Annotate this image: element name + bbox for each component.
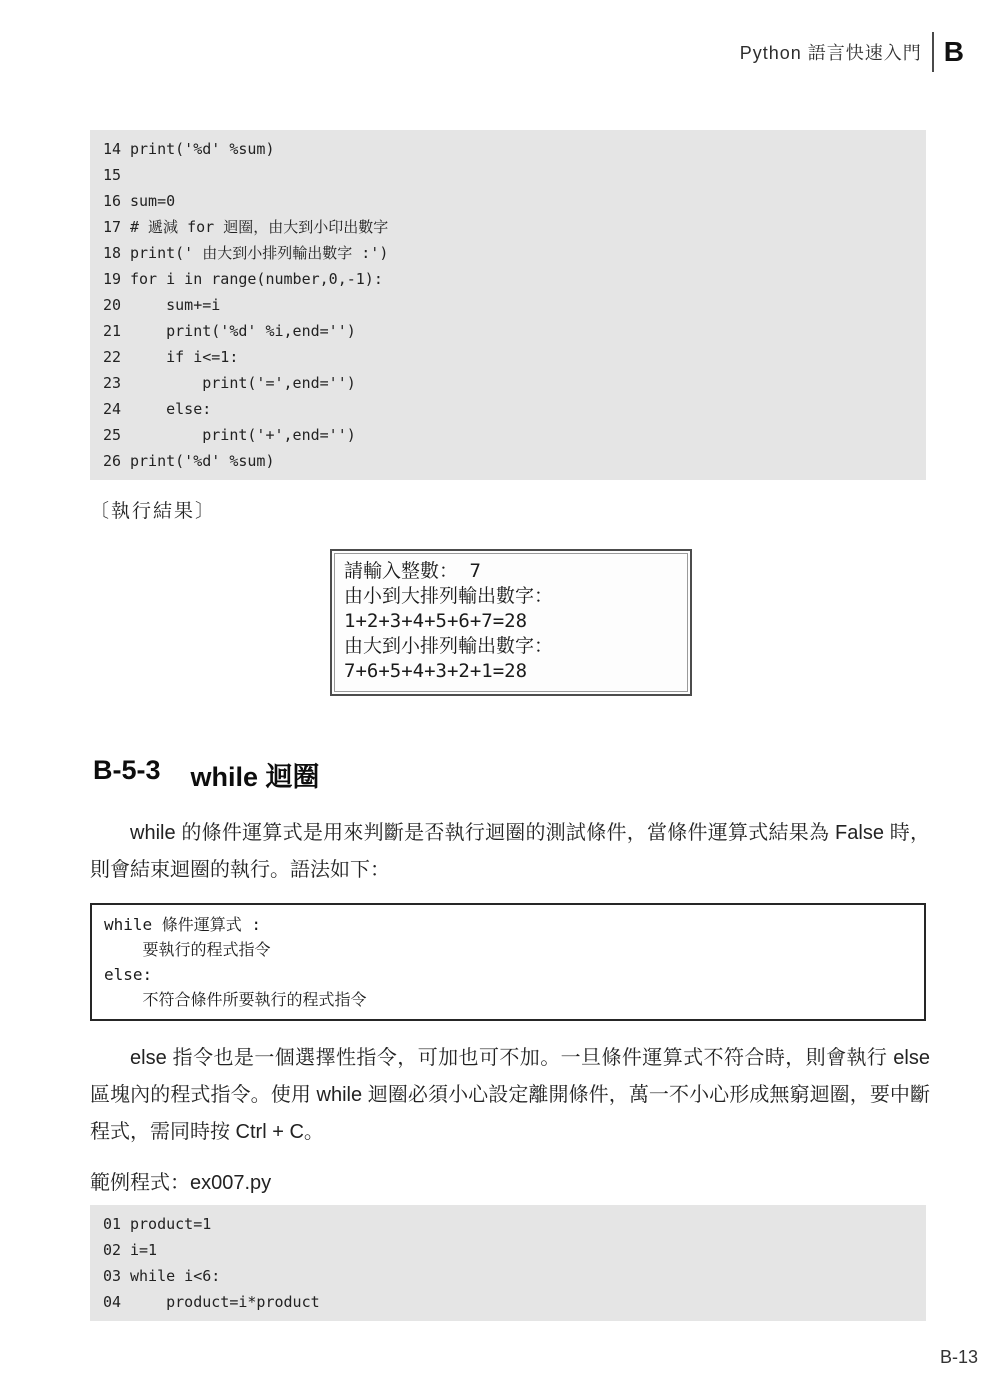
line-number: 19	[103, 270, 122, 288]
code-line	[90, 422, 926, 448]
line-code: print('=',end='')	[130, 374, 356, 392]
header-divider	[932, 32, 934, 72]
syntax-box	[90, 903, 926, 1021]
syntax-line: else:	[104, 965, 153, 984]
line-number: 26	[103, 452, 122, 470]
code-listing-top	[90, 130, 926, 480]
section-title: while 迴圈	[190, 762, 320, 792]
line-number: 21	[103, 322, 122, 340]
line-number: 17	[103, 218, 122, 236]
line-number: 02	[103, 1241, 122, 1259]
line-number: 15	[103, 166, 122, 184]
section-heading	[93, 755, 320, 794]
line-number: 18	[103, 244, 122, 262]
body-paragraph: else 指令也是一個選擇性指令，可加也可不加。一旦條件運算式不符合時，則會執行 else 區塊內的程式指令。使用 while 迴圈必須小心設定離開條件，萬一不小心形成無窮迴圈，要中斷程式，需同時按 Ctrl + C。	[90, 1047, 930, 1143]
code-line	[90, 292, 926, 318]
line-code: print('%d' %sum)	[130, 452, 275, 470]
code-line	[90, 344, 926, 370]
line-code: i=1	[130, 1241, 158, 1259]
console-output-box	[330, 549, 692, 696]
syntax-line: 要執行的程式指令	[104, 940, 271, 959]
code-listing-bottom	[90, 1205, 926, 1321]
section-number: B-5-3	[93, 755, 161, 785]
code-line	[90, 266, 926, 292]
code-line	[90, 136, 926, 162]
console-line: 請輸入整數： 7	[344, 560, 481, 582]
console-line: 由小到大排列輸出數字：	[344, 585, 554, 607]
line-code: # 遞減 for 迴圈，由大到小印出數字	[130, 218, 389, 236]
line-code: product=i*product	[130, 1293, 320, 1311]
line-code: sum+=i	[130, 296, 221, 314]
header-title: Python 語言快速入門	[739, 43, 922, 63]
line-number: 24	[103, 400, 122, 418]
line-code: print('+',end='')	[130, 426, 356, 444]
code-line	[90, 1263, 926, 1289]
code-line	[90, 214, 926, 240]
page-number: B-13	[939, 1347, 978, 1367]
line-code: sum=0	[130, 192, 176, 210]
code-line	[90, 1237, 926, 1263]
body-paragraph: while 的條件運算式是用來判斷是否執行迴圈的測試條件，當條件運算式結果為 False 時，則會結束迴圈的執行。語法如下：	[90, 822, 930, 881]
result-label: 〔執行結果〕	[90, 501, 217, 522]
code-line	[90, 448, 926, 474]
line-number: 16	[103, 192, 122, 210]
header-section-letter: B	[943, 36, 964, 67]
code-line	[90, 1289, 926, 1315]
page-header	[740, 30, 964, 74]
line-code: for i in range(number,0,-1):	[130, 270, 383, 288]
console-output-inner	[334, 553, 688, 692]
line-code: print(' 由大到小排列輸出數字 :')	[130, 244, 389, 262]
example-program-label: 範例程式：ex007.py	[90, 1172, 272, 1194]
syntax-line: while 條件運算式 :	[104, 915, 262, 934]
line-code: else:	[130, 400, 212, 418]
line-number: 20	[103, 296, 122, 314]
line-number: 01	[103, 1215, 122, 1233]
line-code: while i<6:	[130, 1267, 221, 1285]
line-number: 22	[103, 348, 122, 366]
line-code: print('%d' %i,end='')	[130, 322, 356, 340]
code-line	[90, 240, 926, 266]
code-line	[90, 318, 926, 344]
line-code: if i<=1:	[130, 348, 239, 366]
line-number: 04	[103, 1293, 122, 1311]
syntax-line: 不符合條件所要執行的程式指令	[104, 990, 367, 1009]
console-line: 由大到小排列輸出數字：	[344, 635, 554, 657]
line-number: 14	[103, 140, 122, 158]
code-line	[90, 370, 926, 396]
line-number: 25	[103, 426, 122, 444]
code-line	[90, 396, 926, 422]
console-line: 1+2+3+4+5+6+7=28	[344, 610, 528, 632]
line-number: 23	[103, 374, 122, 392]
line-number: 03	[103, 1267, 122, 1285]
console-line: 7+6+5+4+3+2+1=28	[344, 660, 528, 682]
code-line	[90, 162, 926, 188]
code-line	[90, 188, 926, 214]
line-code: product=1	[130, 1215, 212, 1233]
code-line	[90, 1211, 926, 1237]
line-code: print('%d' %sum)	[130, 140, 275, 158]
